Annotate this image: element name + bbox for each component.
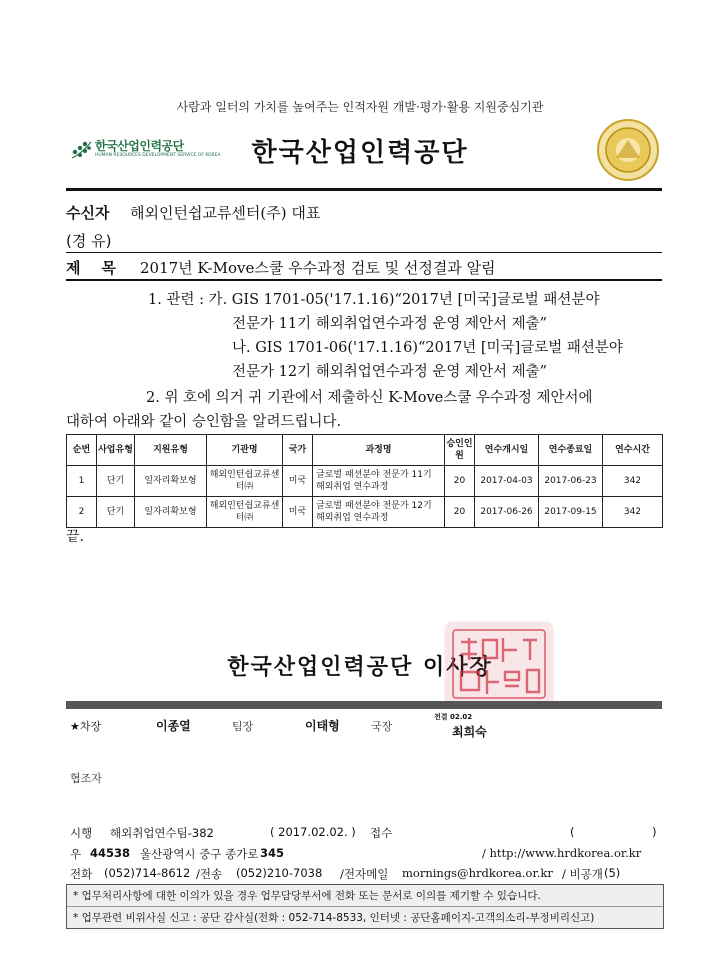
end-mark: 끝. — [66, 529, 84, 545]
header-cell: 기관명 — [207, 435, 283, 466]
disclosure-value: (5) — [604, 866, 621, 880]
header-rule — [66, 188, 662, 191]
table-cell: 2017-06-23 — [539, 466, 603, 497]
table-cell: 20 — [445, 497, 475, 528]
postal-label: 우 — [70, 847, 82, 861]
postal-code: 44538 — [90, 846, 131, 860]
header-cell: 지원유형 — [135, 435, 207, 466]
recipient-label: 수신자 — [66, 204, 110, 222]
table-cell: 342 — [603, 497, 663, 528]
recipient-value: 해외인턴쉽교류센터(주) 대표 — [130, 204, 321, 222]
website-link[interactable]: / http://www.hrdkorea.or.kr — [482, 846, 642, 860]
notice-box — [66, 884, 664, 929]
related-references — [148, 288, 668, 384]
signature-bar — [66, 701, 662, 709]
subject-label: 제 목 — [66, 259, 116, 277]
coop-label: 협조자 — [70, 772, 102, 785]
logo-text: 한국산업인력공단 — [95, 139, 184, 153]
enforce-label: 시행 — [70, 826, 93, 840]
vice-label: ★차장 — [70, 720, 102, 733]
sender-name: 한국산업인력공단 이사장 — [227, 654, 493, 680]
director-label: 국장 — [371, 720, 393, 733]
enforce-value: 해외취업연수팀-382 — [110, 826, 214, 840]
table-row — [67, 497, 663, 528]
table-cell: 글로벌 패션분야 전문가 11기 해외취업 연수과정 — [313, 466, 445, 497]
table-cell: 일자리확보형 — [135, 497, 207, 528]
table-cell: 2017-09-15 — [539, 497, 603, 528]
table-cell: 글로벌 패션분야 전문가 12기 해외취업 연수과정 — [313, 497, 445, 528]
header-cell: 승인인원 — [445, 435, 475, 466]
director-signature: 최희숙 — [452, 725, 487, 739]
team-signature: 이태형 — [305, 719, 340, 733]
phone-value: (052)714-8612 — [104, 866, 191, 880]
header-cell: 사업유형 — [97, 435, 135, 466]
decision-note: 전결 02.02 — [434, 713, 473, 721]
related-2b: 전문가 12기 해외취업연수과정 운영 제안서 제출” — [232, 364, 548, 380]
notice-objection: * 업무처리사항에 대한 이의가 있을 경우 업무담당부서에 전화 또는 문서로 이의를 제기할 수 있습니다. — [73, 890, 541, 902]
slogan: 사람과 일터의 가치를 높여주는 인적자원 개발·평가·활용 지원중심기관 — [176, 100, 544, 114]
table-cell: 단기 — [97, 466, 135, 497]
header-cell: 연수종료일 — [539, 435, 603, 466]
notice-report: * 업무관련 비위사실 신고 : 공단 감사실(전화 : 052-714-8533, 인터넷 : 공단홈페이지-고객의소리-부정비리신고) — [67, 906, 663, 928]
fax-label: /전송 — [196, 867, 223, 881]
table-cell: 1 — [67, 466, 97, 497]
fax-value: (052)210-7038 — [236, 866, 323, 880]
table-cell: 해외인턴쉽교류센터㈜ — [207, 497, 283, 528]
table-cell: 미국 — [283, 497, 313, 528]
certification-emblem-icon — [596, 118, 660, 182]
table-cell: 2017-06-26 — [475, 497, 539, 528]
header-cell: 연수시간 — [603, 435, 663, 466]
para-2-line-2: 대하여 아래와 같이 승인함을 알려드립니다. — [66, 414, 342, 430]
table-cell: 일자리확보형 — [135, 466, 207, 497]
table-cell: 단기 — [97, 497, 135, 528]
table-header-row — [67, 435, 663, 466]
subject-value: 2017년 K-Move스쿨 우수과정 검토 및 선정결과 알림 — [140, 259, 496, 277]
meta-rule — [66, 252, 662, 253]
header-cell: 연수개시일 — [475, 435, 539, 466]
table-cell: 342 — [603, 466, 663, 497]
receipt-label: 접수 — [370, 826, 393, 840]
subject-rule — [66, 279, 662, 281]
table-cell: 해외인턴쉽교류센터㈜ — [207, 466, 283, 497]
related-1b: 전문가 11기 해외취업연수과정 운영 제안서 제출” — [232, 316, 548, 332]
table-cell: 2017-04-03 — [475, 466, 539, 497]
org-title: 한국산업인력공단 — [251, 138, 469, 168]
related-1: 1. 관련 : 가. GIS 1701-05('17.1.16)“2017년 [미국]글로벌 패션분야 — [148, 292, 600, 308]
email-link[interactable]: mornings@hrdkorea.or.kr — [402, 866, 553, 880]
table-row — [67, 466, 663, 497]
email-label: /전자메일 — [340, 867, 389, 881]
phone-label: 전화 — [70, 867, 93, 881]
enforce-date: ( 2017.02.02. ) — [270, 825, 356, 839]
table-cell: 20 — [445, 466, 475, 497]
header-cell: 과정명 — [313, 435, 445, 466]
vice-signature: 이종열 — [156, 719, 191, 733]
body-paragraph — [66, 386, 666, 434]
header-cell: 국가 — [283, 435, 313, 466]
receipt-open: ( — [570, 825, 575, 839]
team-label: 팀장 — [232, 720, 254, 733]
para-2-line-1: 2. 위 호에 의거 귀 기관에서 제출하신 K-Move스쿨 우수과정 제안서에 — [146, 390, 593, 406]
disclosure-label: / 비공개 — [562, 867, 603, 881]
official-seal-icon — [443, 620, 555, 708]
related-2: 나. GIS 1701-06('17.1.16)“2017년 [미국]글로벌 패션분야 — [232, 340, 623, 356]
receipt-close: ) — [652, 825, 657, 839]
address-number: 345 — [260, 846, 285, 860]
table-cell: 미국 — [283, 466, 313, 497]
address: 울산광역시 중구 종가로 — [140, 847, 259, 861]
approval-table — [66, 434, 663, 528]
via-label: (경 유) — [66, 232, 112, 250]
table-cell: 2 — [67, 497, 97, 528]
header-cell: 순번 — [67, 435, 97, 466]
logo-english-text: HUMAN RESOURCES DEVELOPMENT SERVICE OF KOREA — [95, 153, 221, 158]
